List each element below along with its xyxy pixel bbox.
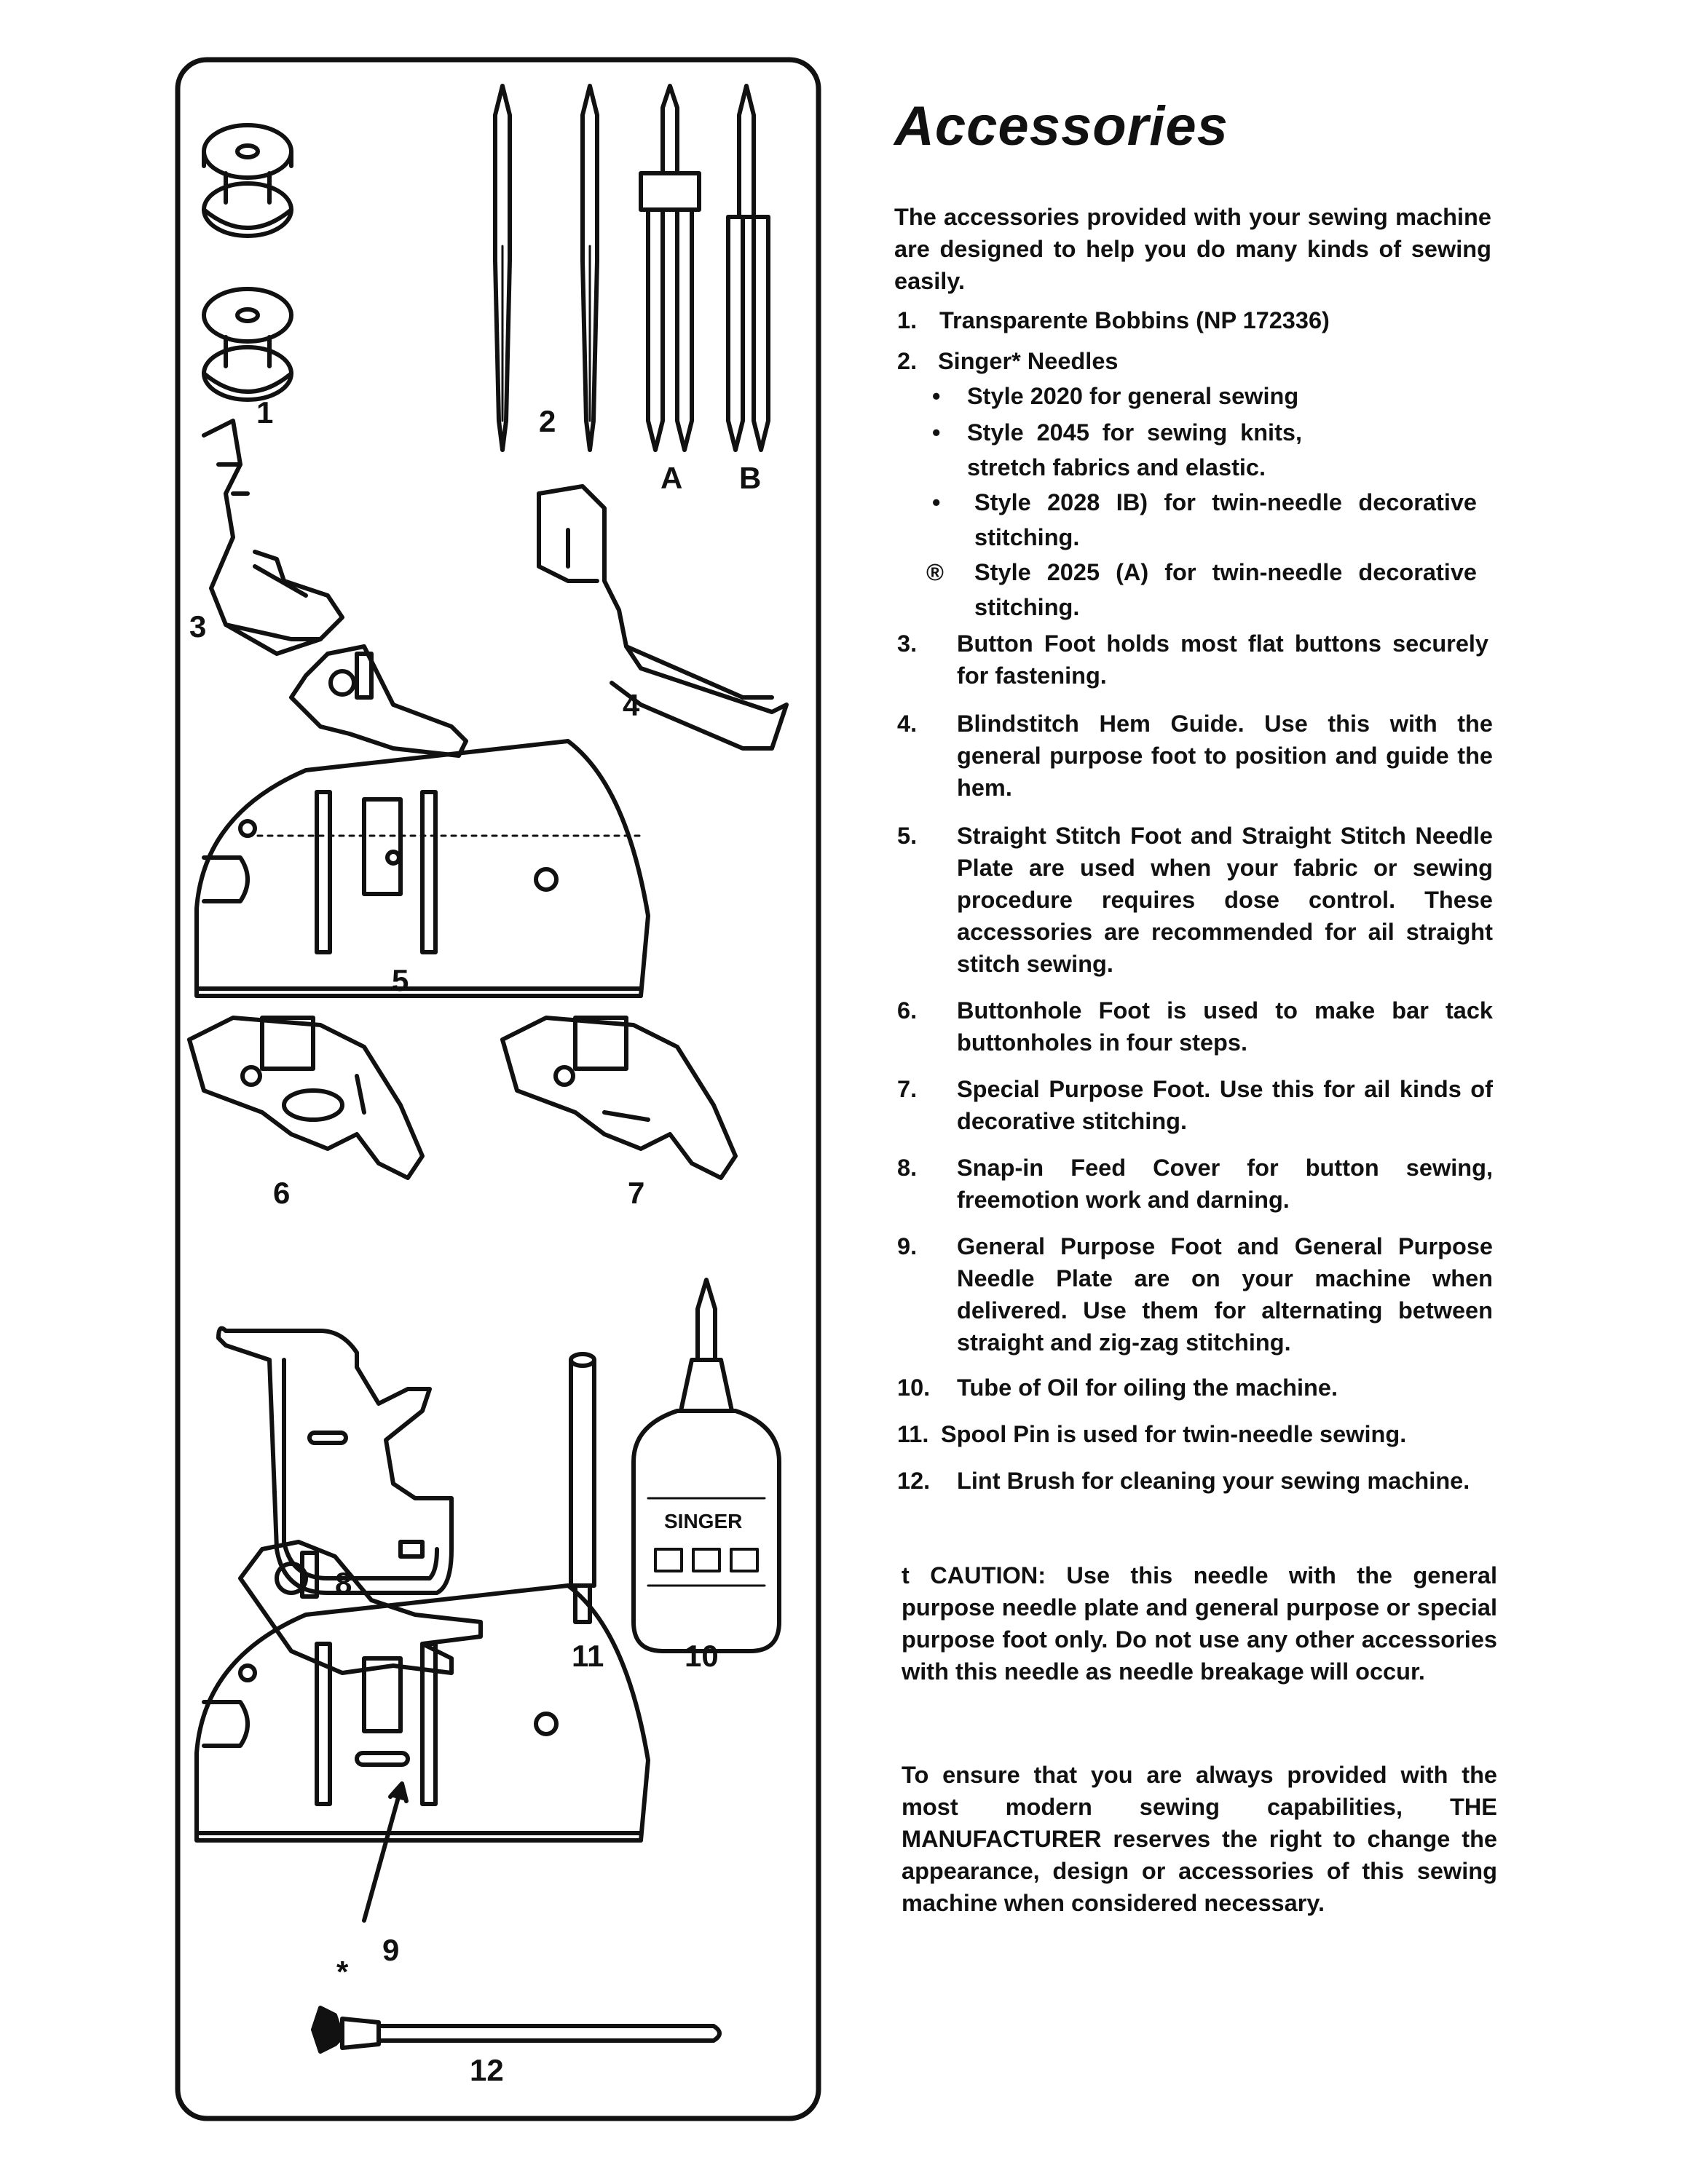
bullet: ®	[926, 559, 944, 585]
page-title: Accessories	[894, 95, 1228, 157]
list-item-number: 9.	[897, 1233, 918, 1259]
list-item-text: Blindstitch Hem Guide. Use this with the general purpose foot to position and guide the hem.	[957, 711, 1493, 801]
fig-label-oil-tube: 10	[685, 1639, 719, 1673]
oil-tube-illustration	[634, 1280, 779, 1651]
list-item-text: Lint Brush for cleaning your sewing machine.	[957, 1468, 1470, 1494]
fig-label-general-purpose: 9	[382, 1933, 400, 1967]
lint-brush-illustration	[313, 2008, 719, 2052]
accessories-illustration	[175, 57, 823, 2123]
list-item-number: 4.	[897, 711, 918, 737]
list-item-text: Straight Stitch Foot and Straight Stitch Needle Plate are used when your fabric or sewing procedure requires dose control. These accessories are recommended for ail straight stitch sewing.	[957, 823, 1493, 977]
bobbin-illustration	[204, 125, 291, 236]
fig-label-lint-brush: 12	[470, 2053, 504, 2087]
bullet: •	[932, 419, 941, 446]
bullet: •	[932, 489, 941, 515]
fig-label-buttonhole-foot: 6	[273, 1176, 291, 1210]
list-item-text: Transparente Bobbins (NP 172336)	[939, 307, 1330, 333]
list-item-text: General Purpose Foot and General Purpose Needle Plate are on your machine when delivered. Use them for alternating between straight and zig-zag stitching.	[957, 1233, 1493, 1356]
bullet: •	[932, 383, 941, 409]
list-item-number: 10.	[897, 1374, 931, 1401]
needle-style-text: Style 2045 for sewing knits, stretch fabrics and elastic.	[967, 419, 1302, 480]
manufacturer-notice: To ensure that you are always provided with the most modern sewing capabilities, THE MANUFACTURER reserves the right to change the appearance, design or accessories of this sewing machine when considered necessary.	[902, 1762, 1497, 1916]
fig-label-needle-a: A	[660, 461, 683, 495]
needle-illustration	[583, 86, 597, 450]
hem-guide-illustration	[539, 486, 786, 748]
list-item-number: 1.	[897, 307, 918, 333]
list-item-text: Snap-in Feed Cover for button sewing, freemotion work and darning.	[957, 1155, 1493, 1213]
fig-label-button-foot: 3	[189, 609, 207, 644]
fig-label-hem-guide: 4	[623, 688, 640, 722]
straight-stitch-foot-illustration	[291, 646, 466, 756]
list-item-number: 12.	[897, 1468, 931, 1494]
fig-label-special-foot: 7	[628, 1176, 645, 1210]
list-item-text: Buttonhole Foot is used to make bar tack buttonholes in four steps.	[957, 997, 1493, 1056]
arrowhead	[390, 1784, 406, 1801]
twin-needle-a-illustration	[641, 86, 699, 450]
needle-illustration	[495, 86, 510, 450]
needle-style-text: Style 2020 for general sewing	[967, 383, 1299, 409]
list-item-number: 2.	[897, 348, 918, 374]
fig-label-feed-cover: 8	[335, 1566, 352, 1600]
list-item-text: Special Purpose Foot. Use this for ail kinds of decorative stitching.	[957, 1076, 1493, 1134]
fig-label-spool-pin: 11	[572, 1639, 604, 1673]
buttonhole-foot-illustration	[189, 1018, 422, 1178]
feed-cover-illustration	[218, 1329, 451, 1593]
list-item-text: Tube of Oil for oiling the machine.	[957, 1374, 1338, 1401]
spool-pin-illustration	[571, 1354, 594, 1622]
asterisk-marker: *	[336, 1955, 349, 1989]
fig-label-needle-b: B	[739, 461, 762, 495]
list-item-number: 6.	[897, 997, 918, 1024]
caution-paragraph: t CAUTION: Use this needle with the general purpose needle plate and general purpose or special purpose foot only. Do not use any other accessories with this needle as needle breakage will occur.	[902, 1562, 1497, 1685]
bobbin-illustration	[204, 289, 291, 400]
accessories-illustration-panel	[175, 57, 823, 2123]
list-item-text: Button Foot holds most flat buttons securely for fastening.	[957, 630, 1488, 689]
special-purpose-foot-illustration	[502, 1018, 735, 1178]
list-item-number: 8.	[897, 1155, 918, 1181]
intro-paragraph: The accessories provided with your sewing machine are designed to help you do many kinds of sewing easily.	[894, 204, 1491, 294]
needle-style-text: Style 2028 IB) for twin-needle decorative stitching.	[974, 489, 1477, 550]
fig-label-bobbins: 1	[256, 395, 274, 430]
oil-brand-label: SINGER	[664, 1510, 743, 1532]
list-item-text: Spool Pin is used for twin-needle sewing.	[941, 1421, 1407, 1447]
list-item-text: Singer* Needles	[938, 348, 1119, 374]
list-item-number: 7.	[897, 1076, 918, 1102]
straight-stitch-plate-illustration	[197, 741, 648, 996]
button-foot-illustration	[204, 421, 342, 654]
list-item-number: 11.	[897, 1421, 929, 1447]
needle-style-text: Style 2025 (A) for twin-needle decorative stitching.	[974, 559, 1477, 620]
list-item-number: 3.	[897, 630, 918, 657]
fig-label-needles: 2	[539, 404, 556, 438]
twin-needle-b-illustration	[728, 86, 768, 450]
list-item-number: 5.	[897, 823, 918, 849]
fig-label-straight-stitch: 5	[392, 963, 409, 997]
pointer-arrow	[364, 1789, 401, 1920]
